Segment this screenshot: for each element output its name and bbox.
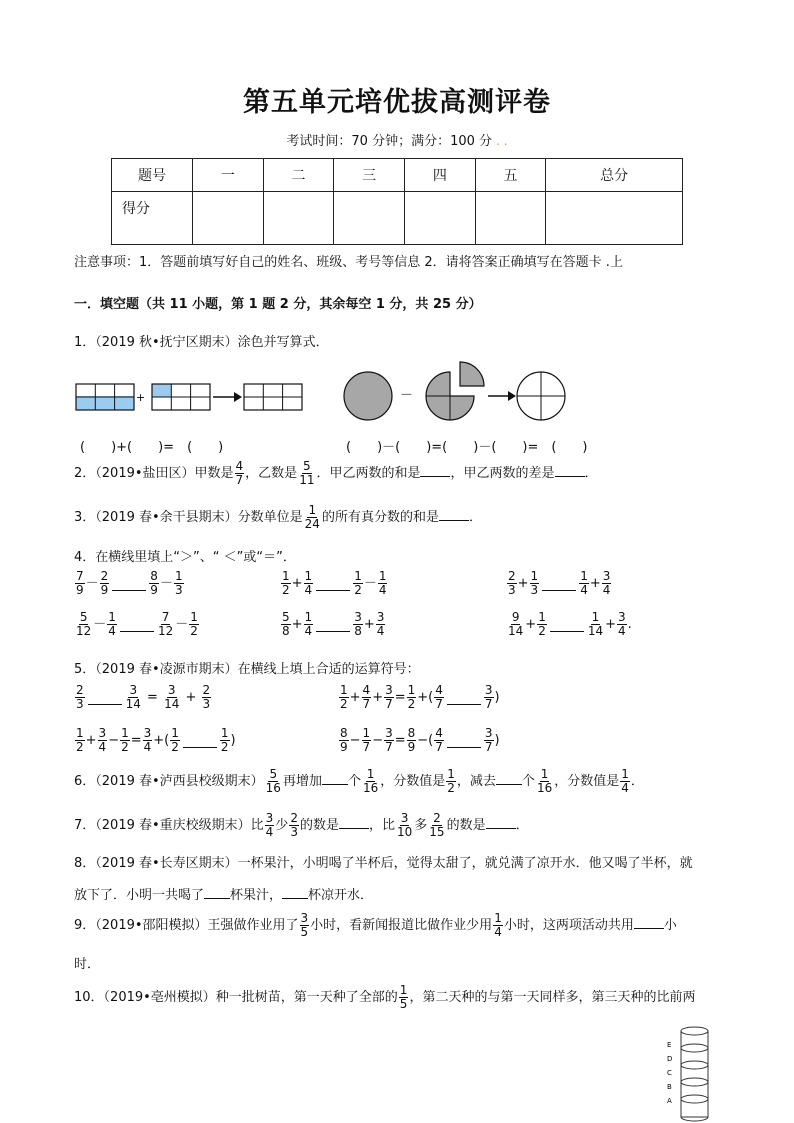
- answer-blank[interactable]: [316, 617, 350, 632]
- cylinder-label: A: [667, 1097, 672, 1105]
- q5-expression: $\frac{8}{9}$ − $\frac{1}{7}$ − $\frac{3}{7}$ = $\frac{8}{9}$ −( $\frac{4}{7}$ $\frac{3}{7}$ ): [340, 726, 500, 754]
- fraction: $\frac{1}{2}$: [354, 569, 362, 597]
- q3-text: 的所有真分数的和是: [321, 510, 439, 525]
- notice: 注意事项：1．答题前填写好自己的姓名、班级、考号等信息 2．请将答案正确填写在答题卡 .上: [74, 255, 623, 270]
- circle-shape-1: [344, 372, 392, 420]
- section-heading: 一．填空题（共 11 小题，第 1 题 2 分，其余每空 1 分，共 25 分）: [74, 297, 482, 312]
- question-9: 9．（2019•邵阳模拟）王强做作业用了 $\frac{3}{5}$ 小时，看新闻报道比做作业少用 $\frac{1}{4}$ 小时，这两项活动共用 小: [74, 911, 677, 939]
- circle-shape-3: [517, 372, 565, 420]
- cylinder-label: D: [667, 1055, 673, 1063]
- score-table-cell: 五: [475, 159, 546, 192]
- score-table-cell: 总分: [546, 159, 683, 192]
- fraction: $\frac{1}{3}$: [174, 569, 183, 597]
- plus-sign: +: [136, 391, 146, 404]
- fraction: $\frac{7}{9}$: [76, 569, 84, 597]
- answer-blank[interactable]: [204, 886, 230, 899]
- fraction: $\frac{5}{8}$: [282, 610, 290, 638]
- question-8-line2: 放下了．小明一共喝了 杯果汁， 杯凉开水．: [74, 888, 374, 903]
- q2-text: ，乙数是: [245, 466, 298, 481]
- score-table-cell: 二: [263, 159, 334, 192]
- q3-text: ．: [468, 510, 482, 525]
- fraction: $\frac{1}{4}$: [580, 569, 588, 597]
- q1-right-expression: ( )－( )=( )－( )= ( ): [346, 440, 588, 455]
- question-8: 8．（2019 春•长寿区期末）一杯果汁，小明喝了半杯后，觉得太甜了，就兑满了凉开水．他又喝了半杯，就: [74, 856, 693, 871]
- q5-expression: $\frac{1}{2}$ + $\frac{3}{4}$ − $\frac{1}{2}$ = $\frac{3}{4}$ +( $\frac{1}{2}$ $\frac{1}{2}$ ): [76, 726, 236, 754]
- cylinder-label: E: [667, 1041, 672, 1049]
- q4-comparison: $\frac{5}{8}$ + $\frac{1}{4}$ $\frac{3}{8}$ + $\frac{3}{4}$: [282, 610, 385, 638]
- q4-comparison: $\frac{5}{12}$ － $\frac{1}{4}$ $\frac{7}{12}$ － $\frac{1}{2}$: [76, 610, 198, 638]
- fraction: $\frac{1}{2}$: [282, 569, 290, 597]
- fraction: $\frac{3}{4}$: [602, 569, 611, 597]
- q2-text: 2．（2019•盐田区）甲数是: [74, 466, 234, 481]
- fraction: $\frac{4}{7}$: [235, 459, 244, 487]
- fraction: $\frac{3}{4}$: [618, 610, 626, 638]
- circle-shape-2: [426, 362, 484, 420]
- decorative-dots: . .: [496, 134, 508, 148]
- question-3: [74, 504, 482, 531]
- fraction: $\frac{1}{4}$: [304, 569, 313, 597]
- q2-text: ．: [584, 466, 598, 481]
- question-6: 6．（2019 春•泸西县校级期末） $\frac{5}{16}$ 再增加 个 $\frac{1}{16}$ ，分数值是 $\frac{1}{2}$ ，减去 个 $\frac{1}{16}$ ，分数值是 $\frac{1}{4}$ ．: [74, 767, 644, 795]
- answer-cylinder-icon: [681, 1027, 708, 1121]
- fraction: $\frac{2}{3}$: [508, 569, 516, 597]
- answer-blank[interactable]: [542, 576, 576, 591]
- answer-blank[interactable]: [316, 576, 350, 591]
- answer-blank[interactable]: [496, 772, 522, 785]
- fraction: $\frac{8}{9}$: [150, 569, 158, 597]
- minus-sign: －: [400, 388, 414, 403]
- q1-left-expression: ( )+( )= ( ): [80, 440, 224, 455]
- page-title: 第五单元培优拔高测评卷: [243, 87, 551, 118]
- answer-blank[interactable]: [282, 886, 308, 899]
- answer-blank[interactable]: [183, 733, 217, 748]
- cylinder-label: C: [667, 1069, 672, 1077]
- answer-blank[interactable]: [339, 816, 369, 829]
- q4-comparison: $\frac{9}{14}$ + $\frac{1}{2}$ $\frac{1}{14}$ + $\frac{3}{4}$ .: [508, 610, 632, 638]
- fraction: $\frac{5}{12}$: [76, 610, 92, 638]
- fraction: $\frac{7}{12}$: [157, 610, 174, 638]
- q2-text: ，甲乙两数的差是: [450, 466, 555, 481]
- fraction: $\frac{2}{9}$: [100, 569, 109, 597]
- fraction: $\frac{3}{8}$: [354, 610, 362, 638]
- score-label: 得分: [112, 192, 193, 245]
- question-7: 7．（2019 春•重庆校级期末）比 $\frac{3}{4}$ 少 $\frac{2}{3}$ 的数是 ，比 $\frac{3}{10}$ 多 $\frac{2}{15}$ 的数是 ．: [74, 811, 529, 839]
- score-table-cell: 四: [405, 159, 476, 192]
- q3-text: 3．（2019 春•余干县期末）分数单位是: [74, 510, 303, 525]
- score-table-cell: 题号: [112, 159, 193, 192]
- answer-blank[interactable]: [439, 508, 469, 521]
- exam-info-text: 考试时间：70 分钟；满分：100 分: [286, 134, 493, 149]
- question-4: 4．在横线里填上“＞”、“ ＜”或“＝”．: [74, 550, 296, 565]
- arrow-icon: [488, 391, 516, 401]
- answer-blank[interactable]: [550, 617, 584, 632]
- fraction: $\frac{1}{2}$: [538, 610, 546, 638]
- cylinder-label: B: [667, 1083, 672, 1091]
- fraction: $\frac{1}{3}$: [530, 569, 539, 597]
- grid-shape-1: [76, 384, 134, 410]
- grid-shape-3: [244, 384, 302, 410]
- grid-shape-2: [152, 384, 210, 410]
- q5-expression: $\frac{1}{2}$ + $\frac{4}{7}$ + $\frac{3}{7}$ = $\frac{1}{2}$ +( $\frac{4}{7}$ $\frac{3}{7}$ ): [340, 683, 500, 711]
- answer-blank[interactable]: [447, 690, 481, 705]
- fraction: $\frac{1}{2}$: [190, 610, 198, 638]
- answer-blank[interactable]: [420, 464, 450, 477]
- answer-blank[interactable]: [634, 916, 664, 929]
- answer-blank[interactable]: [120, 617, 154, 632]
- score-table-cell: 三: [334, 159, 405, 192]
- question-9-line2: 时．: [74, 957, 101, 972]
- fraction: $\frac{3}{4}$: [376, 610, 385, 638]
- fraction: $\frac{1}{4}$: [108, 610, 116, 638]
- q4-comparison: $\frac{2}{3}$ + $\frac{1}{3}$ $\frac{1}{4}$ + $\frac{3}{4}$: [508, 569, 611, 597]
- answer-blank[interactable]: [447, 733, 481, 748]
- fraction: $\frac{9}{14}$: [508, 610, 524, 638]
- answer-blank[interactable]: [555, 464, 585, 477]
- score-table-cell: 一: [193, 159, 264, 192]
- answer-blank[interactable]: [486, 816, 516, 829]
- answer-blank[interactable]: [88, 690, 122, 705]
- question-1: 1．（2019 秋•抚宁区期末）涂色并写算式．: [74, 335, 329, 350]
- q4-comparison: $\frac{7}{9}$ － $\frac{2}{9}$ $\frac{8}{9}$ － $\frac{1}{3}$: [76, 569, 183, 597]
- arrow-icon: [213, 392, 242, 402]
- fraction: $\frac{1}{24}$: [304, 503, 320, 531]
- answer-blank[interactable]: [322, 772, 348, 785]
- q2-text: ．甲乙两数的和是: [316, 466, 421, 481]
- fraction: $\frac{1}{14}$: [587, 610, 604, 638]
- fraction: $\frac{1}{4}$: [378, 569, 387, 597]
- q4-comparison: $\frac{1}{2}$ + $\frac{1}{4}$ $\frac{1}{2}$ － $\frac{1}{4}$: [282, 569, 387, 597]
- q5-expression: $\frac{2}{3}$ $\frac{3}{14}$ = $\frac{3}{14}$ + $\frac{2}{3}$: [76, 683, 211, 711]
- question-5: 5．（2019 春•凌源市期末）在横线上填上合适的运算符号：: [74, 662, 420, 677]
- question-10: 10．（2019•亳州模拟）种一批树苗，第一天种了全部的 $\frac{1}{5}$ ，第二天种的与第一天同样多，第三天种的比前两: [74, 983, 696, 1011]
- question-2: [74, 460, 598, 487]
- fraction: $\frac{5}{11}$: [299, 459, 315, 487]
- answer-blank[interactable]: [112, 576, 146, 591]
- fraction: $\frac{1}{4}$: [304, 610, 313, 638]
